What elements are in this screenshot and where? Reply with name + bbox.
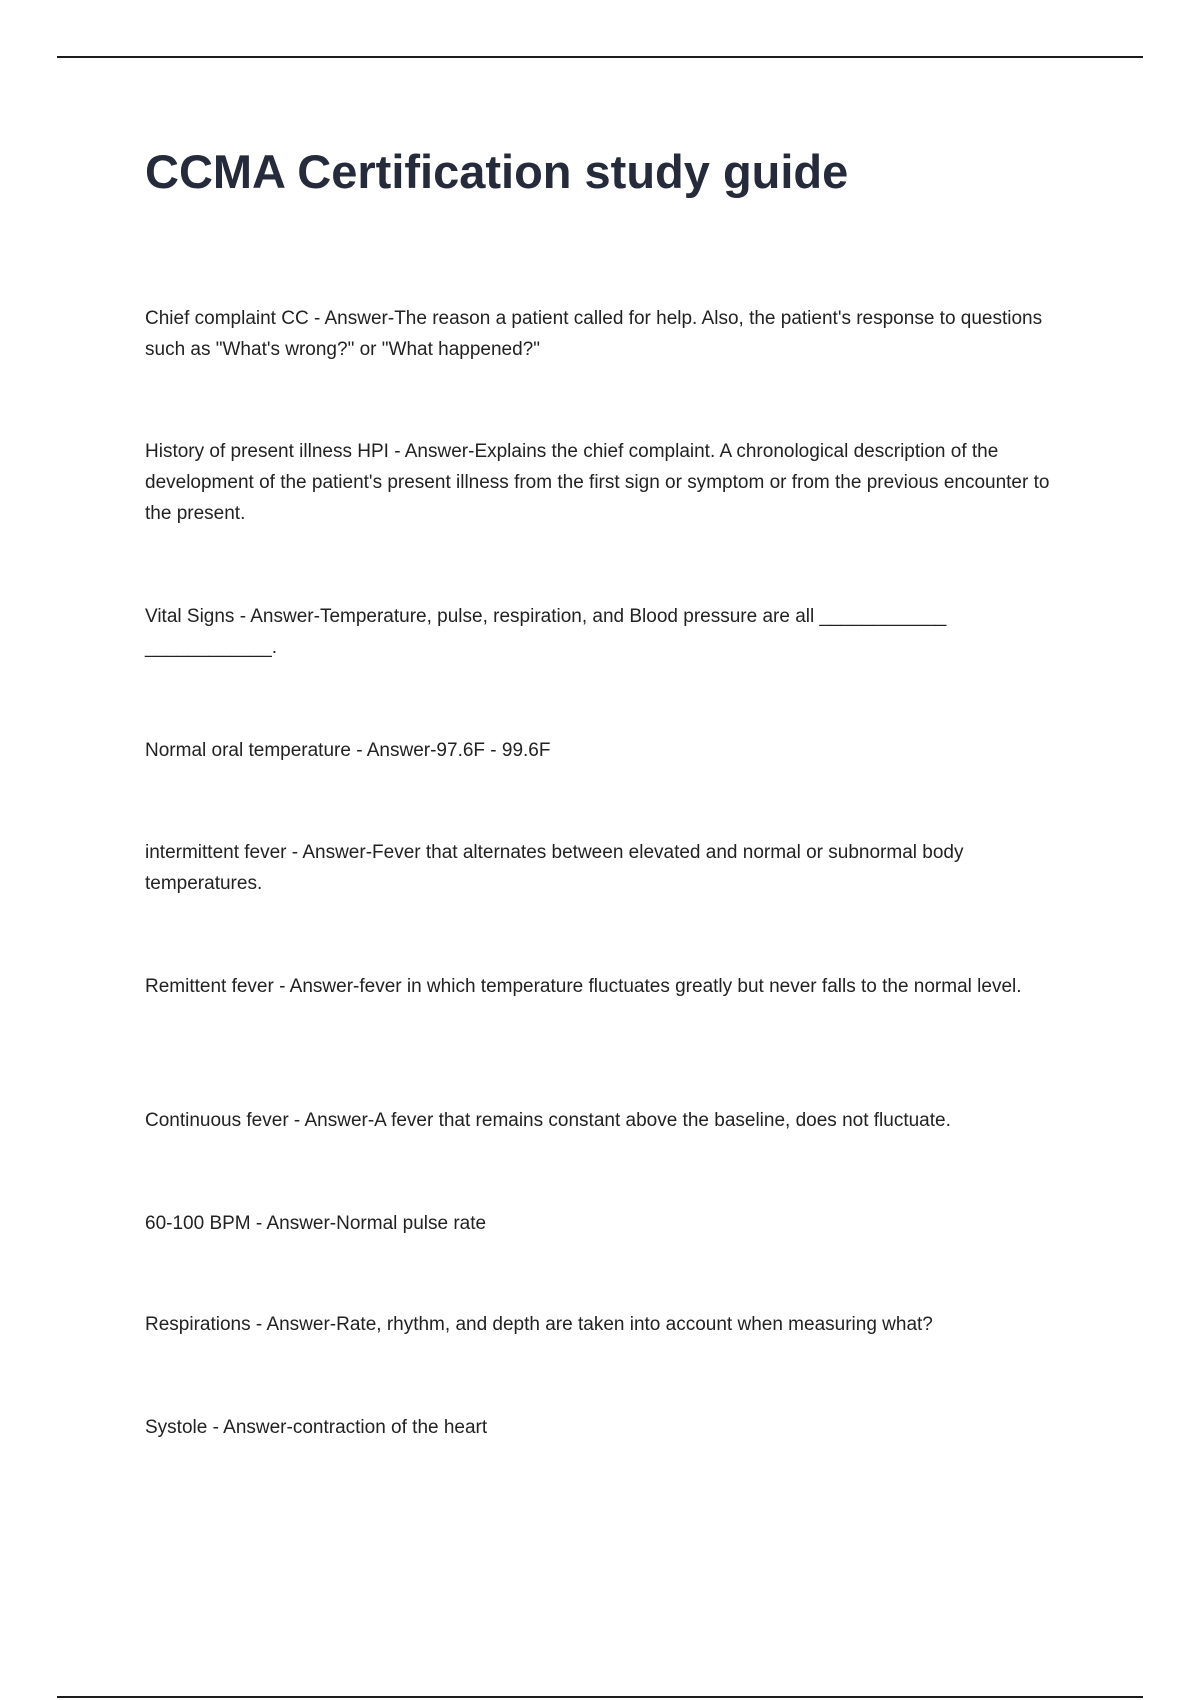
bottom-divider <box>57 1696 1143 1698</box>
entry-continuous-fever: Continuous fever - Answer-A fever that remains constant above the baseline, does not fluctuate. <box>145 1110 951 1131</box>
entry-remittent-fever: Remittent fever - Answer-fever in which temperature fluctuates greatly but never falls to the normal level. <box>145 976 1022 997</box>
entry-vital-signs: Vital Signs - Answer-Temperature, pulse, respiration, and Blood pressure are all ____________ ____________. <box>145 606 947 658</box>
entry-chief-complaint: Chief complaint CC - Answer-The reason a patient called for help. Also, the patient's response to questions such as "What's wrong?" or "What happened?" <box>145 308 1043 360</box>
entry-intermittent-fever: intermittent fever - Answer-Fever that alternates between elevated and normal or subnormal body temperatures. <box>145 842 964 894</box>
entry-respirations: Respirations - Answer-Rate, rhythm, and depth are taken into account when measuring what? <box>145 1314 933 1335</box>
entry-normal-pulse-rate: 60-100 BPM - Answer-Normal pulse rate <box>145 1213 487 1234</box>
top-divider <box>57 56 1143 58</box>
entry-systole: Systole - Answer-contraction of the heart <box>145 1417 488 1438</box>
entry-history-present-illness: History of present illness HPI - Answer-Explains the chief complaint. A chronological description of the development of the patient's present illness from the first sign or symptom or from the previous encounter to the present. <box>145 441 1050 524</box>
entry-normal-oral-temperature: Normal oral temperature - Answer-97.6F - 99.6F <box>145 740 551 761</box>
page-title: CCMA Certification study guide <box>145 145 849 198</box>
